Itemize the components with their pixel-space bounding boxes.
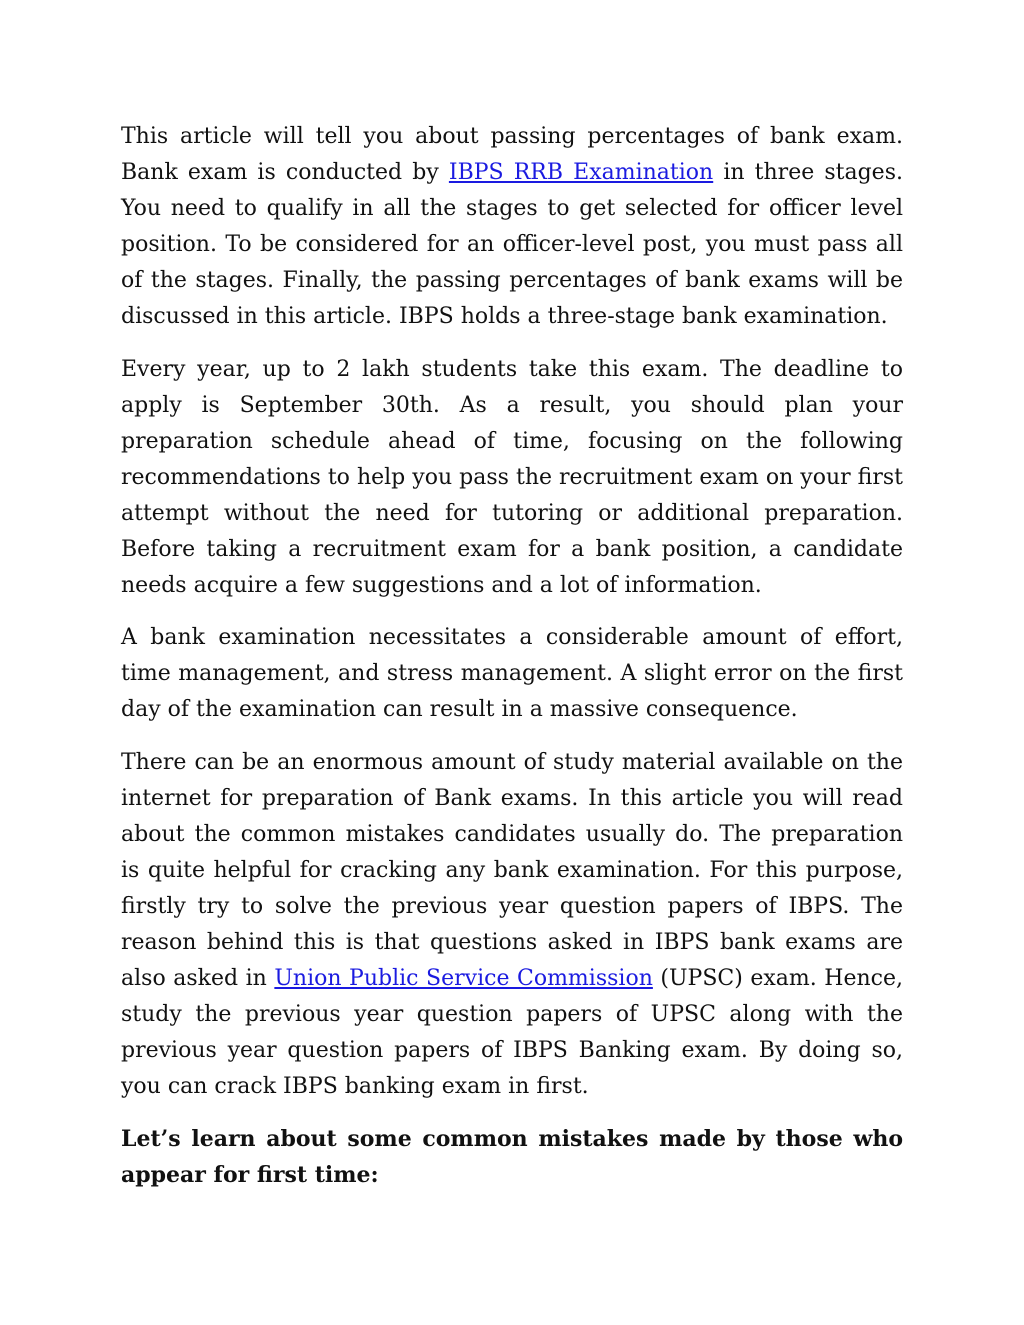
paragraph-exam-effort: A bank examination necessitates a considerable amount of effort, time management, and stress management. A slight error on the first day of the examination can result in a massive consequence.: [121, 625, 903, 722]
ibps-rrb-examination-link[interactable]: IBPS RRB Examination: [448, 160, 714, 185]
paragraph-intro-text-start: This article will tell you about passing percentages of bank exam. Bank exam is conducted by: [121, 124, 903, 185]
upsc-link[interactable]: Union Public Service Commission: [274, 965, 653, 991]
paragraph-exam-schedule: Every year, up to 2 lakh students take this exam. The deadline to apply is September 30th. As a result, you should plan your preparation schedule ahead of time, focusing on the following recommendations to help you pass the recruitment exam on your first attempt without the need for tutoring or additional preparation. Before taking a recruitment exam for a bank position, a candidate needs acquire a few suggestions and a lot of information.: [121, 356, 903, 598]
paragraph-intro: [121, 119, 903, 335]
paragraph-intro-text-end: in three stages. You need to qualify in all the stages to get selected for officer level position. To be considered for an officer-level post, you must pass all of the stages. Finally, the passing percentages of bank exams will be discussed in this article. IBPS holds a three-stage bank examination.: [121, 160, 903, 329]
paragraph-study-material-text-end: (UPSC) exam. Hence, study the previous year question papers of UPSC along with the previous year question papers of IBPS Banking exam. By doing so, you can crack IBPS banking exam in first.: [121, 965, 904, 1099]
document-body: [121, 119, 903, 1210]
section-heading: Let’s learn about some common mistakes made by those who appear for first time:: [121, 1126, 903, 1188]
paragraph-study-material-text-start: There can be an enormous amount of study material available on the internet for preparation of Bank exams. In this article you will read about the common mistakes candidates usually do. The preparation is quite helpful for cracking any bank examination. For this purpose, firstly try to solve the previous year question papers of IBPS. The reason behind this is that questions asked in IBPS bank exams are also asked in: [121, 749, 903, 991]
paragraph-study-material: [121, 745, 903, 1105]
